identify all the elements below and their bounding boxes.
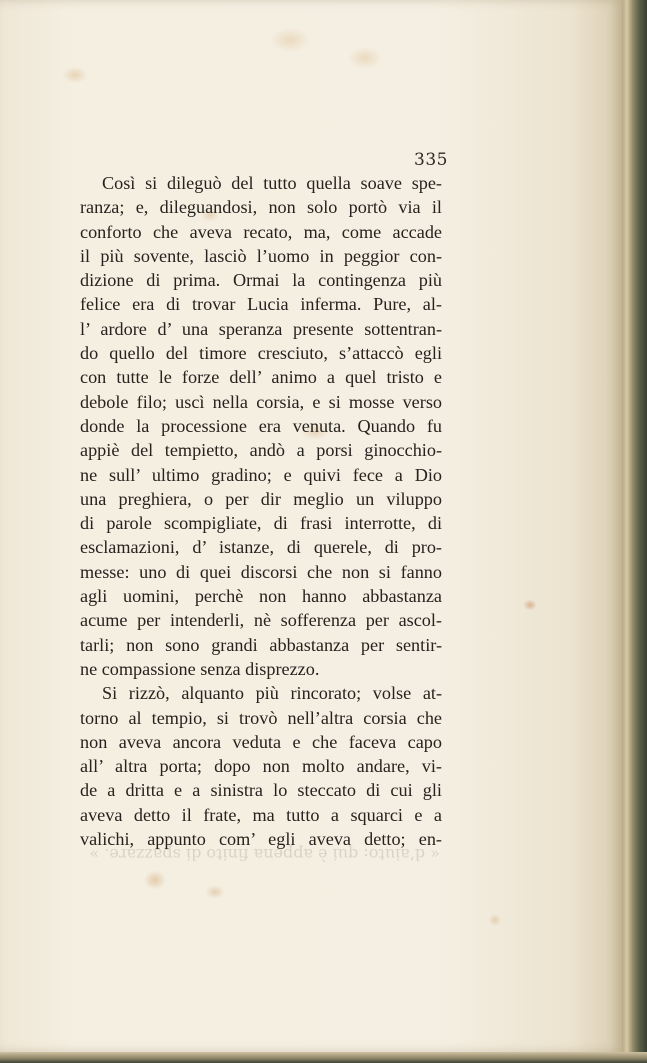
text-line: conforto che aveva recato, ma, come accade <box>80 221 442 242</box>
text-line: ne sull’ ultimo gradino; e quivi fece a Dio <box>80 464 442 485</box>
body-text <box>80 171 442 851</box>
text-line: di parole scompigliate, di frasi interrotte, di <box>80 513 442 534</box>
text-line: valichi, appunto com’ egli aveva detto; en- <box>80 829 442 850</box>
text-line: una preghiera, o per dir meglio un viluppo <box>80 488 442 509</box>
text-line: messe: uno di quei discorsi che non si fanno <box>80 561 442 582</box>
page-bottom-edge <box>0 1052 647 1063</box>
text-line: all’ altra porta; dopo non molto andare, vi- <box>80 756 442 777</box>
text-line: de a dritta e a sinistra lo steccato di cui gli <box>80 780 442 801</box>
text-line: Si rizzò, alquanto più rincorato; volse at- <box>102 683 442 704</box>
text-line: acume per intenderli, nè sofferenza per ascol- <box>80 610 442 631</box>
page-edge-stack <box>622 0 647 1063</box>
text-line: appiè del tempietto, andò a porsi ginocchio- <box>80 440 442 461</box>
text-line: ne compassione senza disprezzo. <box>80 658 320 679</box>
bleed-through-text: « d’aiuto: qui è appena finito di spazzare. » <box>89 845 440 864</box>
text-line: con tutte le forze dell’ animo a quel tristo e <box>80 367 442 388</box>
text-line: agli uomini, perchè non hanno abbastanza <box>80 586 442 607</box>
text-line: il più sovente, lasciò l’uomo in peggior con- <box>80 245 442 266</box>
text-line: non aveva ancora veduta e che faceva capo <box>80 731 442 752</box>
page-number: 335 <box>414 150 448 170</box>
text-line: esclamazioni, d’ istanze, di querele, di pro- <box>80 537 442 558</box>
text-line: tarli; non sono grandi abbastanza per sentir- <box>80 634 442 655</box>
text-line: donde la processione era venuta. Quando fu <box>80 415 442 436</box>
text-line: l’ ardore d’ una speranza presente sottentran- <box>80 318 442 339</box>
text-line: felice era di trovar Lucia inferma. Pure, al- <box>80 294 442 315</box>
text-line: debole filo; uscì nella corsia, e si mosse verso <box>80 391 442 412</box>
text-line: Così si dileguò del tutto quella soave spe- <box>102 173 442 193</box>
text-line: torno al tempio, si trovò nell’altra corsia che <box>80 707 442 728</box>
text-line: ranza; e, dileguandosi, non solo portò via il <box>80 197 442 218</box>
text-line: aveva detto il frate, ma tutto a squarci e a <box>80 804 442 825</box>
text-line: do quello del timore cresciuto, s’attaccò egli <box>80 343 442 364</box>
text-line: dizione di prima. Ormai la contingenza più <box>80 270 442 291</box>
